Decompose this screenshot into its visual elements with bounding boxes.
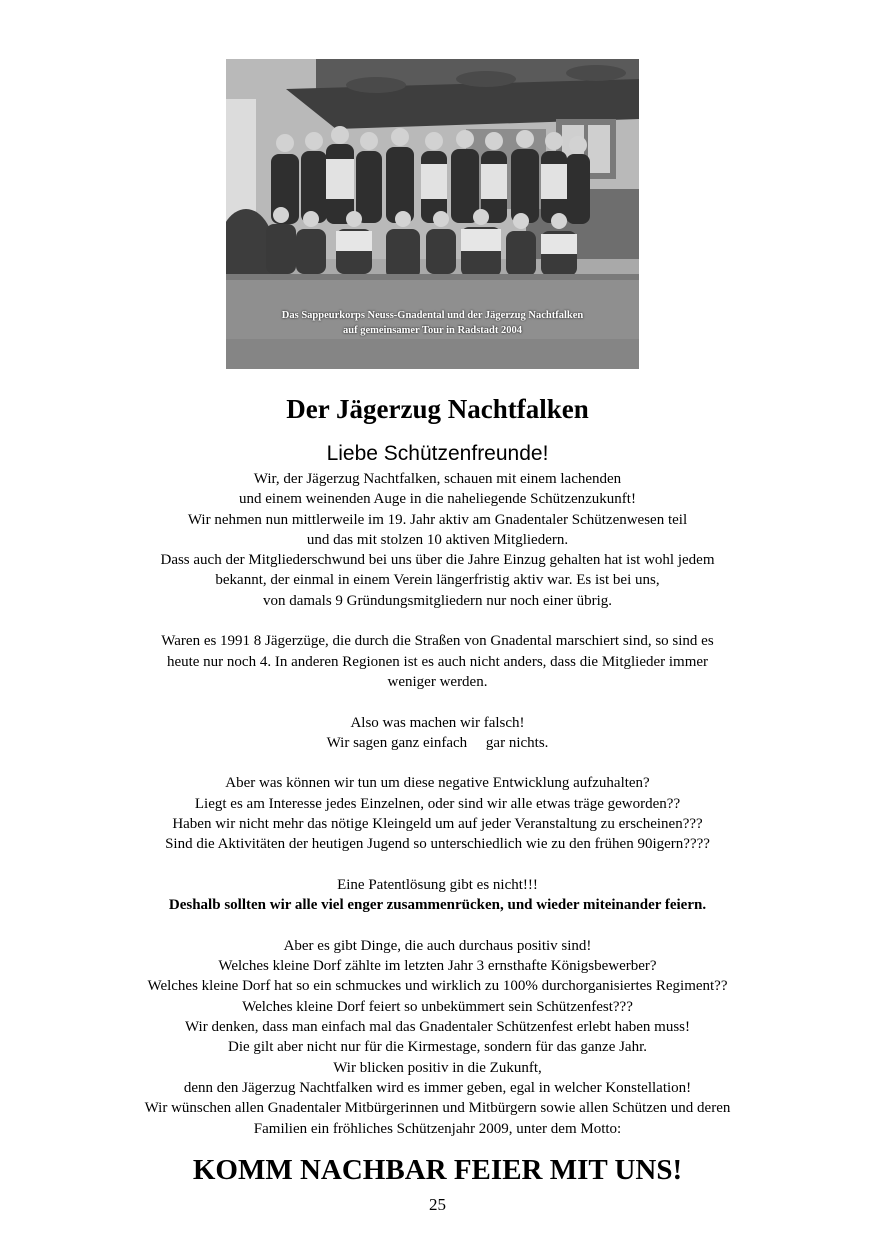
text-line: heute nur noch 4. In anderen Regionen ist es auch nicht anders, dass die Mitglieder immer <box>166 653 709 670</box>
text-line-bold: Deshalb sollten wir alle viel enger zusammenrücken, und wieder miteinander feiern. <box>168 897 707 914</box>
text-line: Aber es gibt Dinge, die auch durchaus positiv sind! <box>283 937 592 954</box>
text-line: Wir denken, dass man einfach mal das Gnadentaler Schützenfest erlebt haben muss! <box>184 1019 691 1036</box>
text-line: Wir, der Jägerzug Nachtfalken, schauen mit einem lachenden <box>253 471 622 487</box>
text-line: Haben wir nicht mehr das nötige Kleingeld um auf jeder Veranstaltung zu erscheinen??? <box>172 816 703 833</box>
paragraph-gap <box>60 753 815 773</box>
page-title: Der Jägerzug Nachtfalken <box>286 394 589 424</box>
text-line: und einem weinenden Auge in die naheliegende Schützenzukunft! <box>239 491 636 508</box>
text-line: Aber was können wir tun um diese negative Entwicklung aufzuhalten? <box>225 775 650 792</box>
text-line: weniger werden. <box>387 673 488 690</box>
page-number: 25 <box>429 1195 446 1214</box>
text-line: und das mit stolzen 10 aktiven Mitgliedern. <box>306 531 569 548</box>
text-line: Waren es 1991 8 Jägerzüge, die durch die Straßen von Gnadental marschiert sind, so sind es <box>161 633 714 650</box>
text-line: Welches kleine Dorf feiert so unbekümmert sein Schützenfest??? <box>242 998 633 1015</box>
text-line: Die gilt aber nicht nur für die Kirmestage, sondern für das ganze Jahr. <box>227 1039 648 1056</box>
paragraph-gap <box>60 916 815 936</box>
text-line: Dass auch der Mitgliederschwund bei uns über die Jahre Einzug gehalten hat ist wohl jedem <box>160 552 715 569</box>
text-line: Liegt es am Interesse jedes Einzelnen, oder sind wir alle etwas träge geworden?? <box>194 795 681 812</box>
photo-caption-line: auf gemeinsamer Tour in Radstadt 2004 <box>342 325 522 336</box>
text-line: Sind die Aktivitäten der heutigen Jugend so unterschiedlich wie zu den frühen 90igern???? <box>165 836 710 853</box>
photo-caption-line: Das Sappeurkorps Neuss-Gnadental und der Jägerzug Nachtfalken <box>281 310 584 321</box>
group-photo <box>226 59 639 369</box>
text-line: Familien ein fröhliches Schützenjahr 2009, unter dem Motto: <box>253 1120 622 1137</box>
text-line: Wir wünschen allen Gnadentaler Mitbürgerinnen und Mitbürgern sowie allen Schützen und deren <box>144 1100 731 1117</box>
text-line: denn den Jägerzug Nachtfalken wird es immer geben, egal in welcher Konstellation! <box>183 1079 692 1096</box>
text-line: Welches kleine Dorf hat so ein schmuckes und wirklich zu 100% durchorganisiertes Regiment?? <box>147 978 728 995</box>
text-line: Wir sagen ganz einfach gar nichts. <box>326 734 549 751</box>
text-line: Wir nehmen nun mittlerweile im 19. Jahr aktiv am Gnadentaler Schützenwesen teil <box>187 511 688 528</box>
paragraph-gap <box>60 855 815 875</box>
text-line: Also was machen wir falsch! <box>350 714 525 731</box>
motto-heading: KOMM NACHBAR FEIER MIT UNS! <box>192 1154 683 1186</box>
photo-caption <box>226 308 639 338</box>
greeting-heading: Liebe Schützenfreunde! <box>326 442 549 465</box>
text-line: Eine Patentlösung gibt es nicht!!! <box>337 876 538 893</box>
text-line: bekannt, der einmal in einem Verein längerfristig aktiv war. Es ist bei uns, <box>215 572 660 589</box>
paragraph-gap <box>60 692 815 712</box>
text-line: Welches kleine Dorf zählte im letzten Jahr 3 ernsthafte Königsbewerber? <box>218 958 657 975</box>
text-line: von damals 9 Gründungsmitgliedern nur noch einer übrig. <box>262 592 613 609</box>
text-line: Wir blicken positiv in die Zukunft, <box>333 1059 542 1076</box>
article-body <box>60 469 815 1139</box>
paragraph-gap <box>60 611 815 631</box>
